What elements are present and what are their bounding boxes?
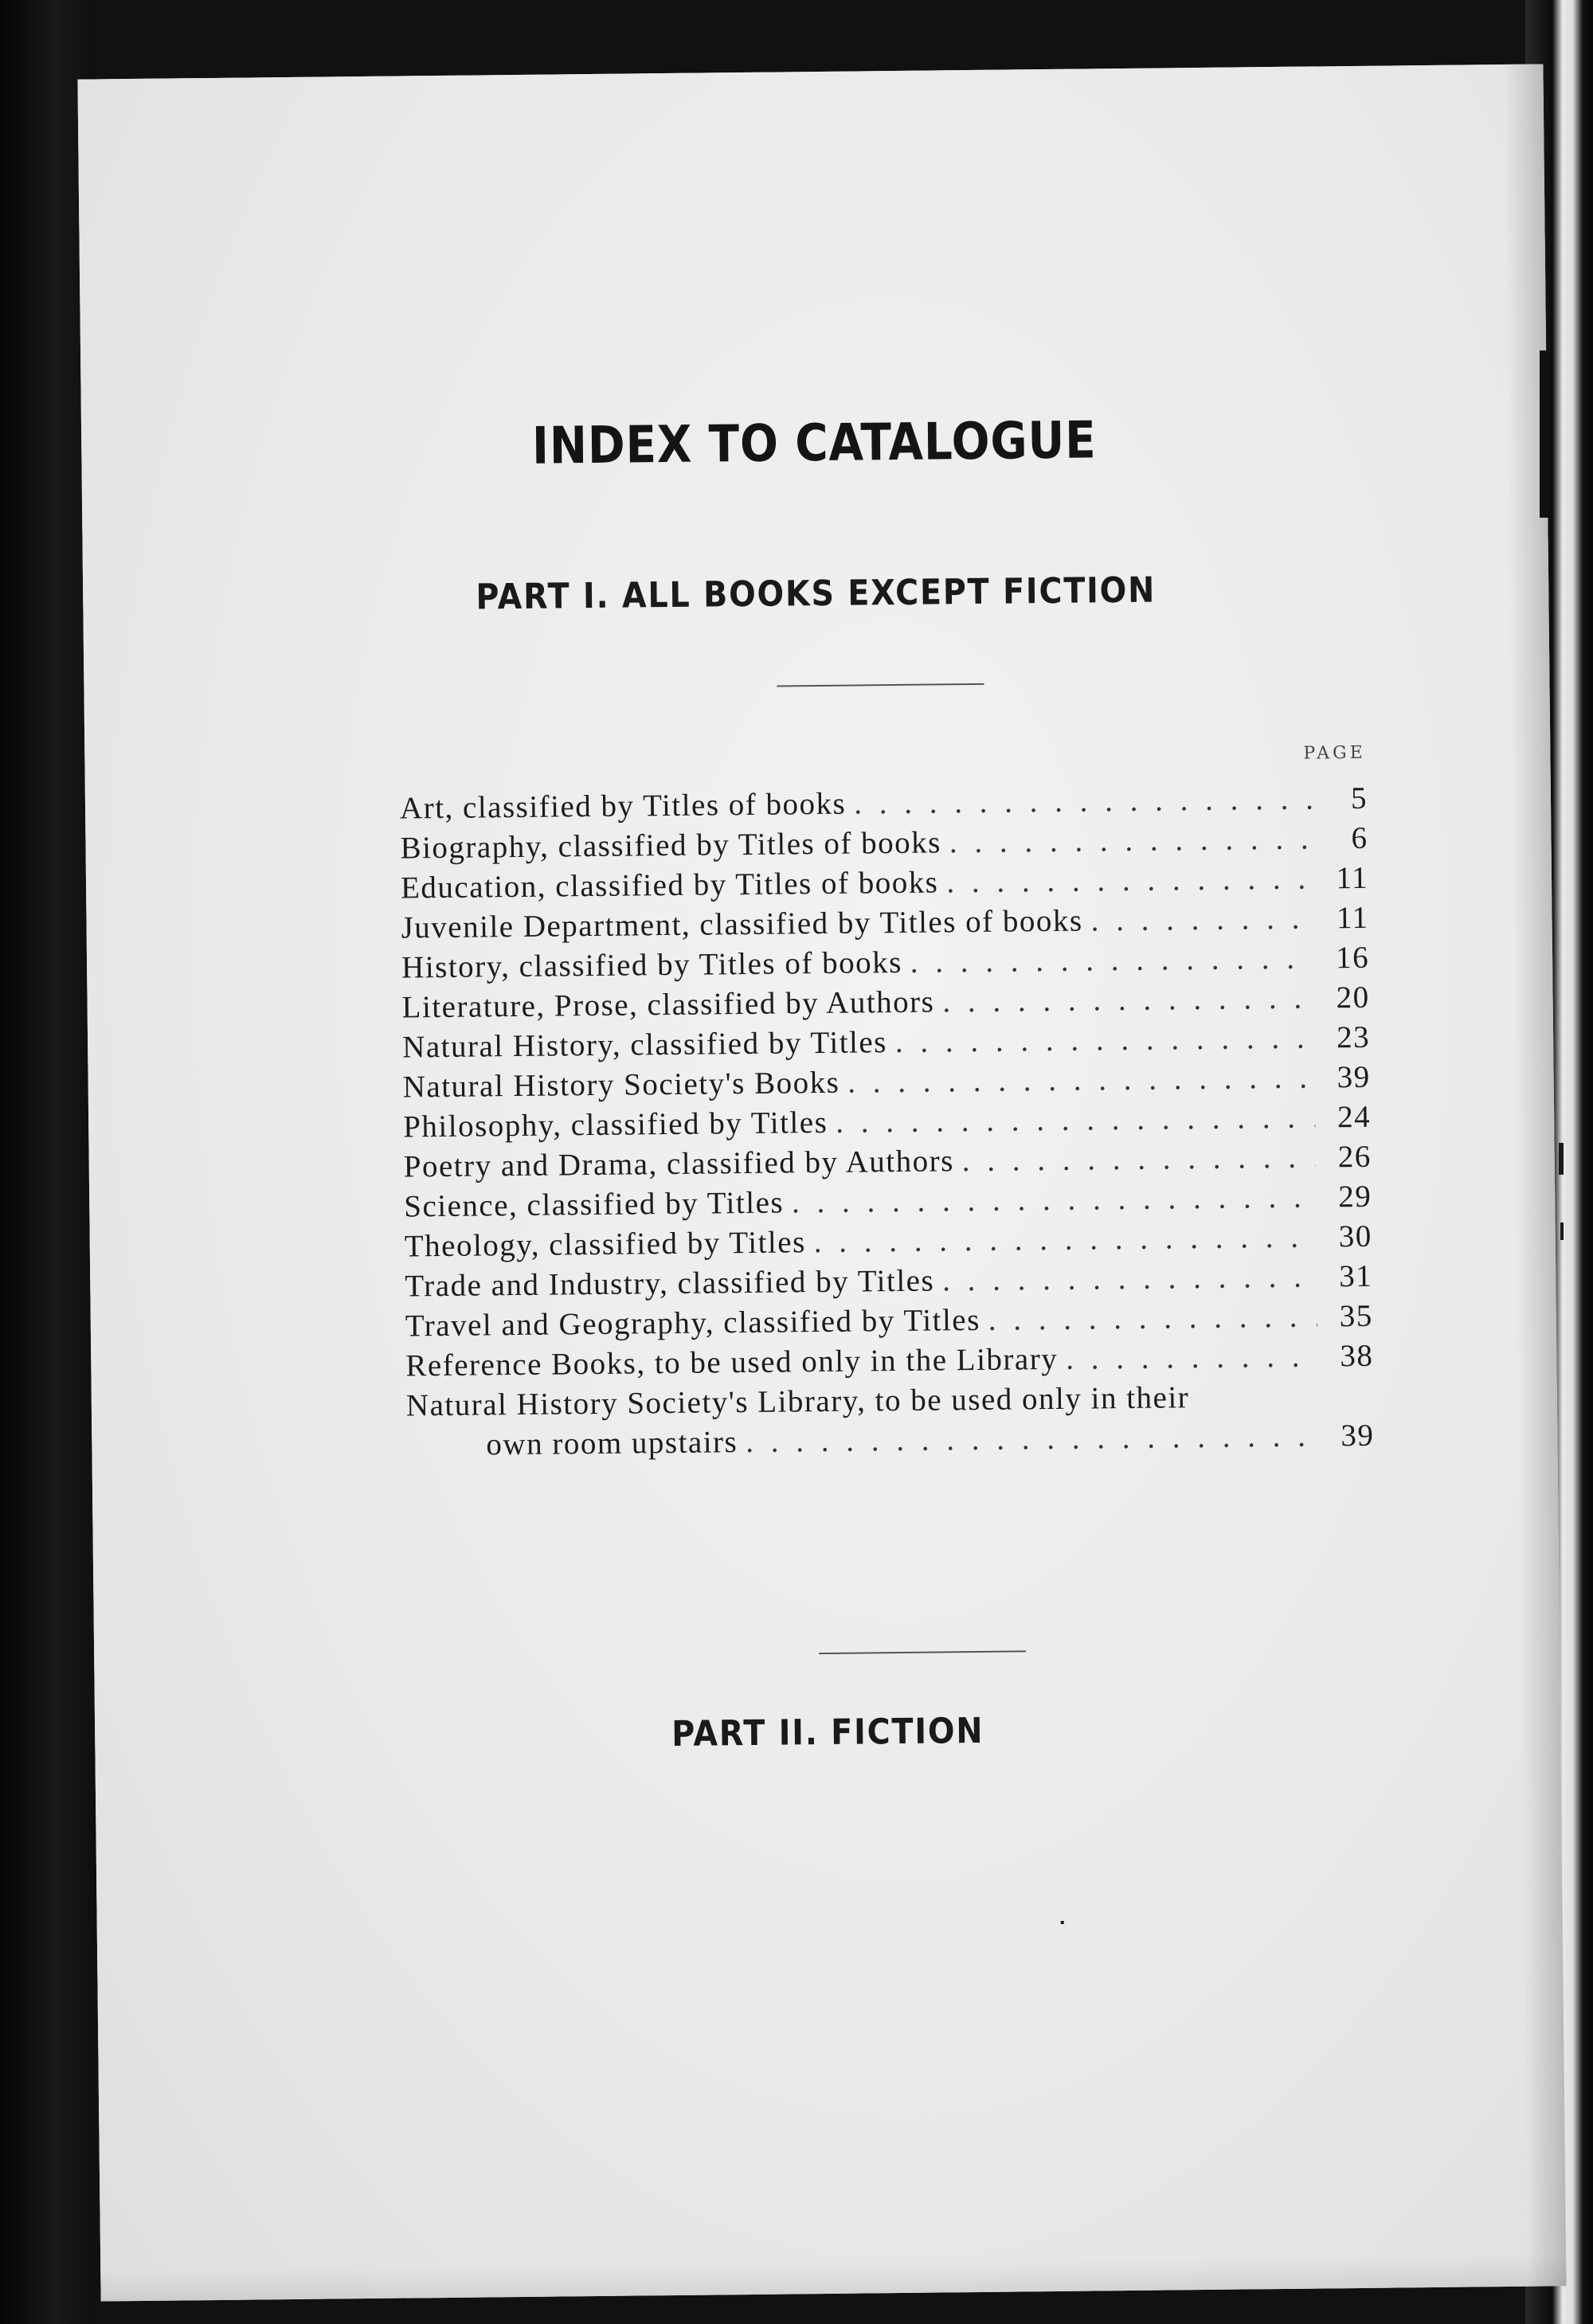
page-column-label: PAGE [1303, 742, 1366, 764]
dot-leader [836, 1098, 1315, 1143]
entry-page-number: 35 [1339, 1298, 1374, 1334]
divider-rule-top [777, 683, 984, 687]
dot-leader [1066, 1336, 1318, 1379]
entry-page-number: 6 [1351, 820, 1368, 856]
dot-leader [910, 939, 1314, 983]
entry-label: Theology, classified by Titles [404, 1225, 806, 1264]
dot-leader [949, 820, 1313, 863]
dot-leader [946, 859, 1313, 903]
entry-label: Natural History Society's Library, to be used only in their [405, 1380, 1190, 1423]
entry-label: Biography, classified by Titles of books [400, 825, 942, 866]
entry-page-number: 5 [1350, 781, 1368, 816]
binding-mark [1560, 1223, 1564, 1240]
entry-label: Literature, Prose, classified by Authors [401, 984, 935, 1025]
catalogue-page [77, 64, 1566, 2301]
entry-page-number: 39 [1337, 1059, 1371, 1095]
entry-label: History, classified by Titles of books [401, 945, 902, 985]
entry-label: Philosophy, classified by Titles [403, 1105, 828, 1144]
binding-mark [1540, 350, 1551, 518]
part-two-heading: PART II. FICTION [671, 1710, 984, 1755]
dot-leader [961, 1138, 1315, 1182]
dot-leader [746, 1416, 1319, 1462]
dot-leader [942, 979, 1314, 1023]
entry-page-number: 16 [1335, 940, 1370, 976]
entry-label: Juvenile Department, classified by Titles of books [401, 903, 1083, 945]
part-one-heading: PART I. ALL BOOKS EXCEPT FICTION [476, 569, 1157, 618]
entry-label-continued: own room upstairs [486, 1425, 738, 1462]
entry-page-number: 24 [1337, 1099, 1372, 1135]
entry-page-number: 30 [1338, 1219, 1372, 1254]
entry-page-number: 29 [1337, 1179, 1372, 1215]
entry-page-number: 31 [1339, 1258, 1373, 1294]
binding-mark [1559, 1143, 1564, 1175]
dot-leader [942, 1258, 1317, 1301]
entry-page-number: 23 [1336, 1019, 1371, 1055]
entry-page-number: 11 [1336, 900, 1369, 936]
dot-leader [792, 1178, 1317, 1223]
speck [1061, 1921, 1064, 1924]
divider-rule-bottom [819, 1650, 1026, 1654]
entry-label: Travel and Geography, classified by Titles [405, 1302, 981, 1344]
entry-page-number: 39 [1341, 1418, 1375, 1453]
index-list [400, 779, 1375, 1466]
dot-leader [988, 1297, 1318, 1340]
entry-page-number: 11 [1336, 860, 1369, 896]
entry-label: Education, classified by Titles of books [400, 865, 939, 906]
dot-leader [813, 1218, 1317, 1263]
entry-page-number: 38 [1340, 1338, 1374, 1374]
entry-label: Natural History Society's Books [402, 1065, 840, 1105]
dot-leader [847, 1058, 1315, 1103]
entry-label: Science, classified by Titles [404, 1185, 785, 1224]
entry-page-number: 26 [1337, 1139, 1372, 1175]
entry-label: Natural History, classified by Titles [401, 1025, 888, 1065]
dot-leader [1090, 899, 1313, 941]
dot-leader [854, 780, 1312, 824]
entry-label: Reference Books, to be used only in the Library [405, 1341, 1059, 1383]
dot-leader [895, 1019, 1315, 1063]
entry-page-number: 20 [1336, 980, 1370, 1015]
entry-label: Art, classified by Titles of books [399, 786, 847, 826]
entry-label: Poetry and Drama, classified by Authors [403, 1144, 954, 1184]
entry-label: Trade and Industry, classified by Titles [405, 1263, 935, 1304]
page-title: INDEX TO CATALOGUE [531, 411, 1097, 476]
